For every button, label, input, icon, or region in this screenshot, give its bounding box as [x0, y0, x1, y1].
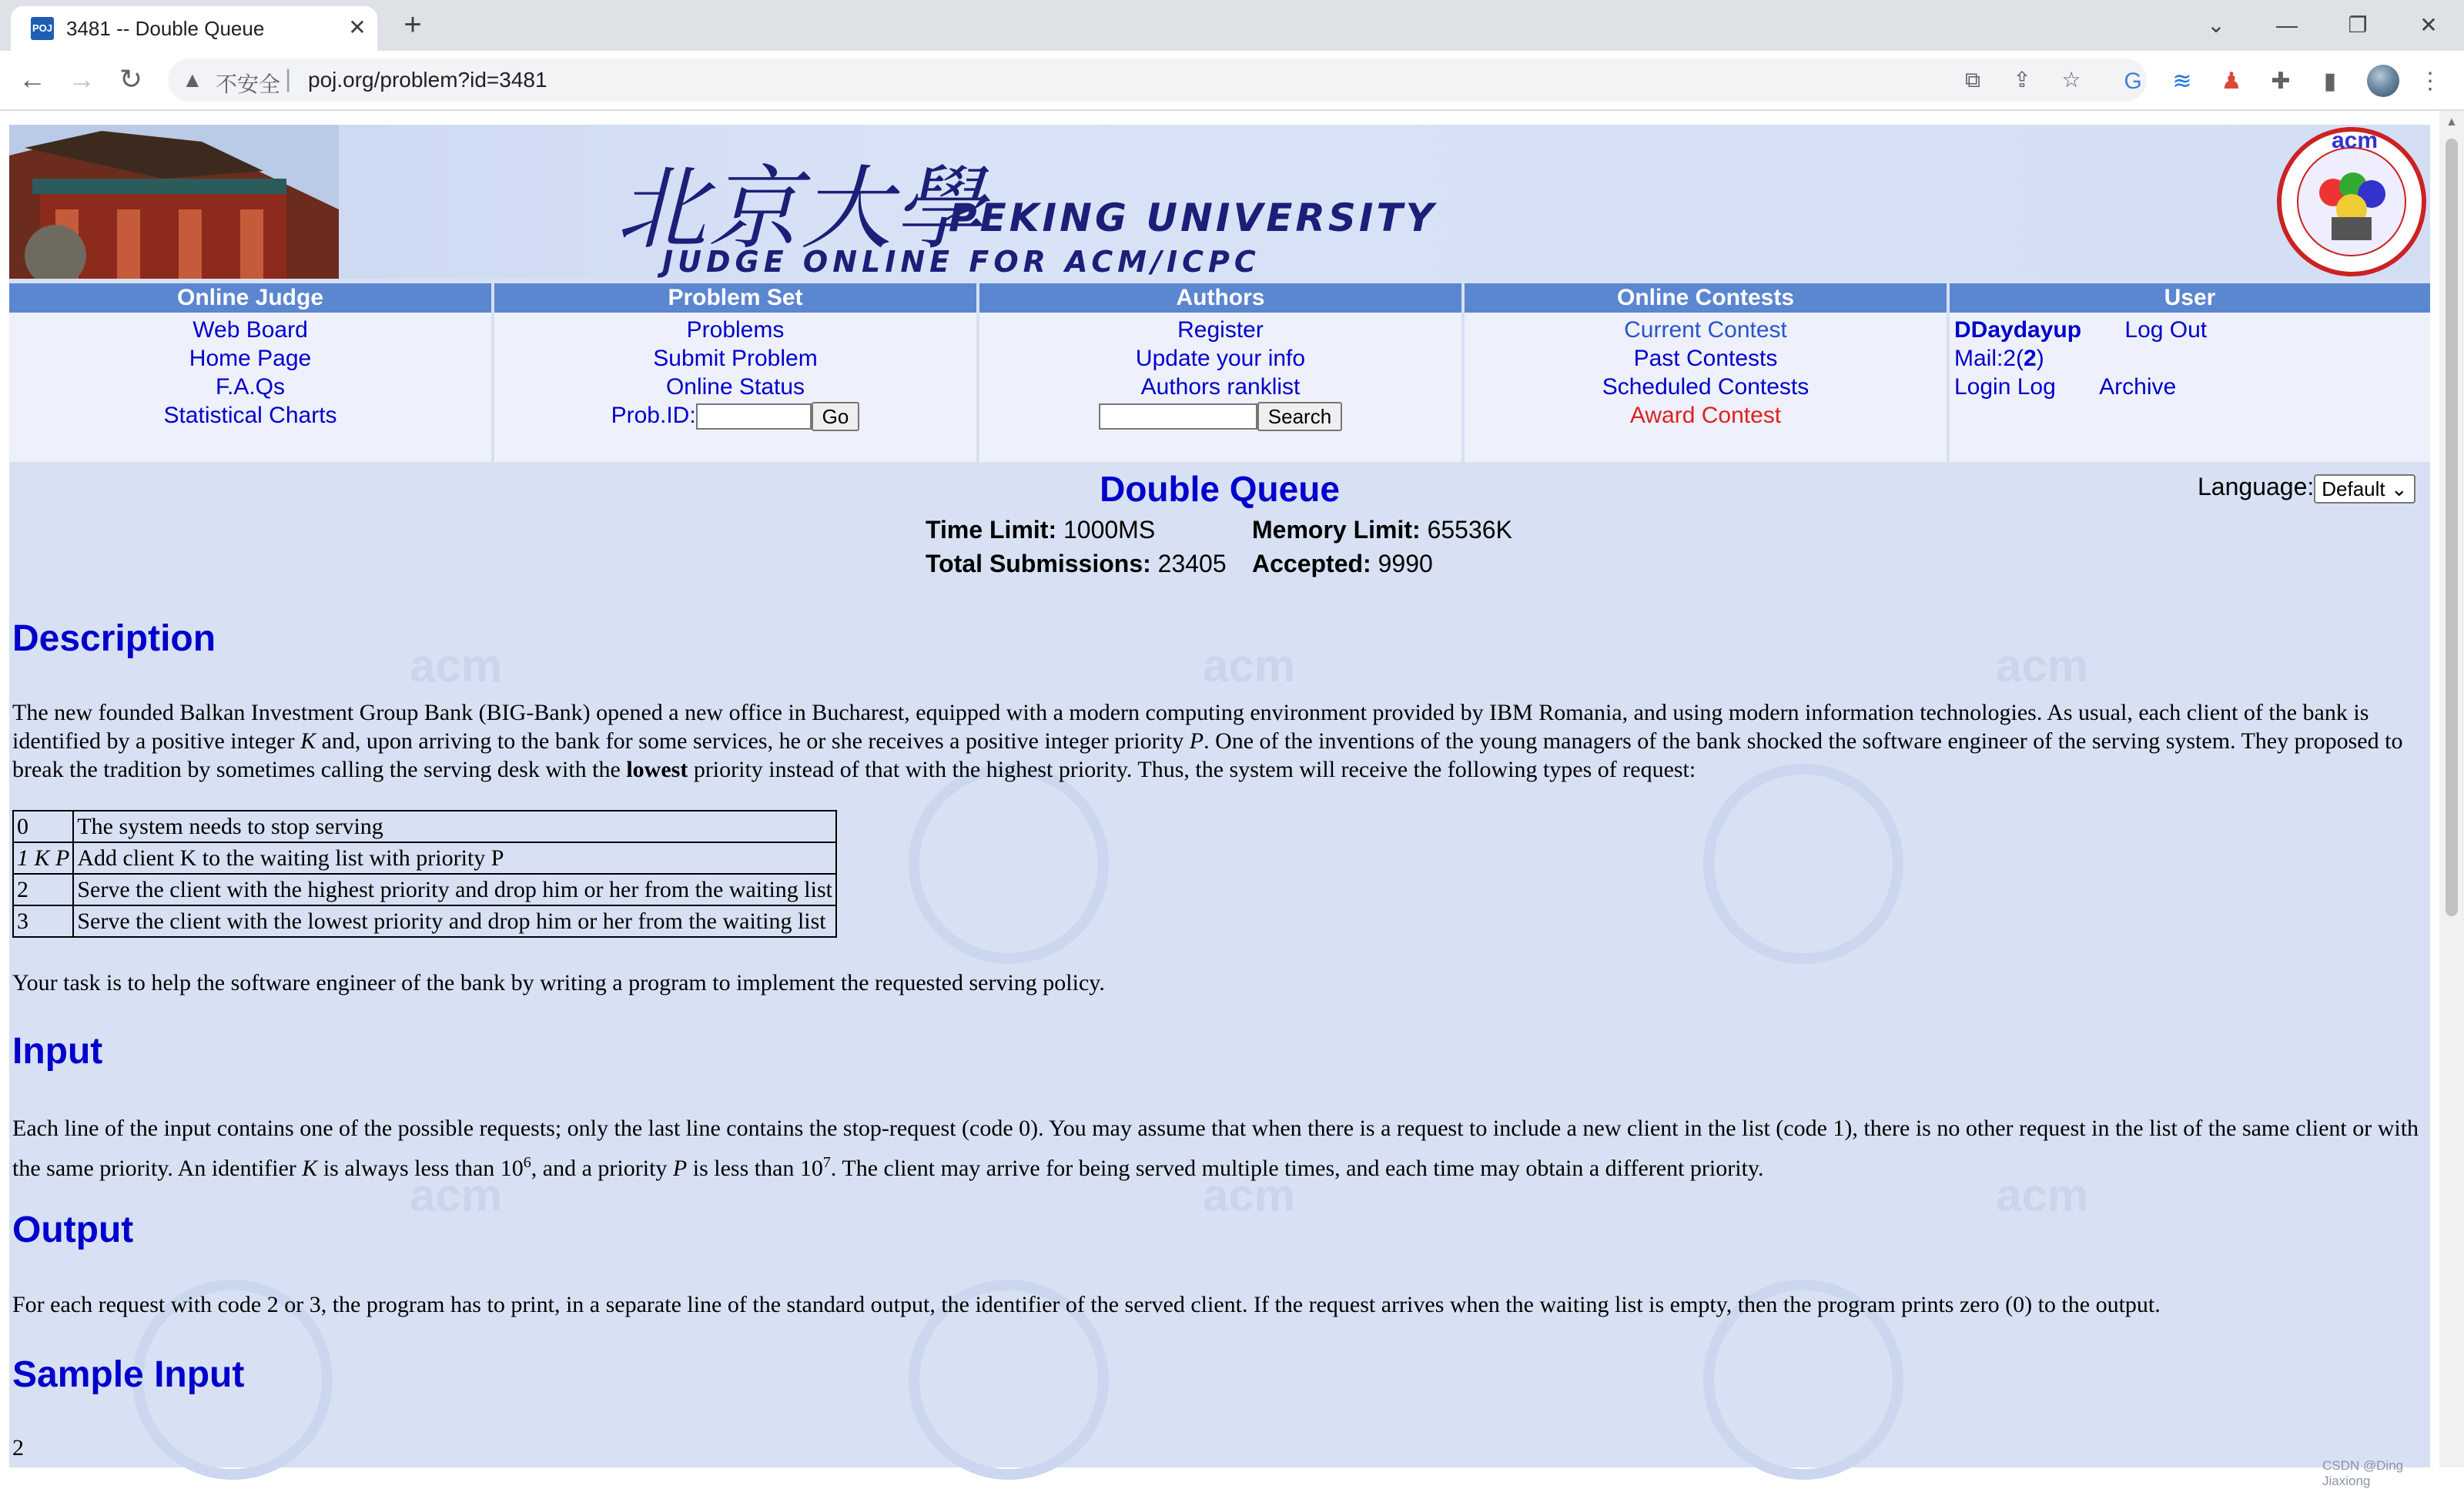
nav-authors — [979, 283, 1461, 462]
sample-input-first-line: 2 — [12, 1435, 24, 1461]
tab-title: 3481 -- Double Queue — [66, 17, 265, 40]
request-code: 1 K P — [13, 842, 73, 874]
puzzle-extensions-icon[interactable]: ✚ — [2271, 69, 2291, 94]
request-code: 2 — [13, 874, 73, 905]
bookmark-star-icon[interactable]: ☆ — [2061, 68, 2081, 92]
problem-title: Double Queue — [1100, 469, 1340, 509]
palace-image — [9, 125, 339, 279]
submit-problem-link[interactable]: Submit Problem — [653, 346, 818, 371]
share-icon[interactable]: ⇪ — [2013, 68, 2031, 92]
pku-chinese-logo: 北京大學 — [616, 156, 986, 262]
request-types-table — [12, 810, 837, 938]
csdn-credit: CSDN @Ding Jiaxiong — [2322, 1458, 2404, 1488]
tab-bar — [0, 0, 2464, 51]
watermark-acm: acm — [1203, 640, 1296, 691]
request-code: 0 — [13, 811, 73, 842]
translate-icon[interactable]: ⧉ — [1965, 68, 1980, 92]
nav-header: Online Contests — [1465, 283, 1947, 313]
minimize-button[interactable]: — — [2276, 13, 2298, 37]
scheduled-contests-link[interactable]: Scheduled Contests — [1602, 374, 1810, 400]
insecure-label[interactable]: 不安全 — [216, 72, 281, 96]
close-window-button[interactable]: ✕ — [2419, 13, 2438, 37]
new-tab-button[interactable]: + — [403, 8, 422, 42]
sample-input-heading: Sample Input — [12, 1354, 245, 1395]
nav-header: Online Judge — [9, 283, 491, 313]
mail-prefix: Mail:2( — [1954, 346, 2024, 371]
mail-count: 2 — [2024, 346, 2037, 371]
warning-icon[interactable]: ▲ — [182, 68, 203, 92]
watermark-seal — [909, 764, 1109, 964]
judge-online-text: JUDGE ONLINE FOR ACM/ICPC — [662, 245, 1260, 279]
request-code: 3 — [13, 905, 73, 937]
vertical-scrollbar[interactable] — [2439, 111, 2464, 1467]
reload-button[interactable]: ↻ — [119, 63, 143, 95]
table-row — [13, 874, 836, 905]
request-text: Add client K to the waiting list with priority P — [73, 842, 836, 874]
nav-problem-set — [494, 283, 976, 462]
side-panel-icon[interactable]: ▮ — [2323, 69, 2337, 94]
task-text: Your task is to help the software engineer of the bank by writing a program to implement the requested serving policy. — [12, 970, 1105, 995]
past-contests-link[interactable]: Past Contests — [1633, 346, 1778, 371]
time-limit: Time Limit: 1000MS — [926, 516, 1156, 544]
address-bar[interactable] — [168, 59, 2147, 102]
watermark-acm: acm — [410, 640, 503, 691]
input-heading: Input — [12, 1031, 103, 1072]
language-select[interactable] — [2314, 474, 2415, 504]
browser-toolbar — [0, 51, 2464, 111]
probid-input[interactable] — [696, 403, 812, 430]
table-row — [13, 842, 836, 874]
site-banner — [9, 125, 2430, 279]
watermark-acm: acm — [1996, 1169, 2089, 1221]
current-contest-link[interactable]: Current Contest — [1624, 317, 1787, 343]
language-value: Default — [2322, 477, 2385, 500]
faqs-link[interactable]: F.A.Qs — [215, 374, 285, 400]
register-link[interactable]: Register — [1177, 317, 1264, 343]
watermark-acm: acm — [410, 1169, 503, 1221]
request-text: Serve the client with the lowest priority and drop him or her from the waiting list — [73, 905, 836, 937]
output-heading: Output — [12, 1210, 134, 1250]
peking-university-text: PEKING UNIVERSITY — [949, 196, 1437, 240]
online-status-link[interactable]: Online Status — [665, 374, 805, 400]
network-extension-icon[interactable]: ♟ — [2221, 69, 2242, 94]
nav-header: User — [1950, 283, 2430, 313]
request-text: The system needs to stop serving — [73, 811, 836, 842]
total-submissions: Total Submissions: 23405 — [926, 550, 1227, 577]
update-info-link[interactable]: Update your info — [1135, 346, 1306, 371]
login-log-link[interactable]: Login Log — [1954, 374, 2056, 400]
scroll-up-icon[interactable]: ▲ — [2446, 115, 2458, 129]
url-text[interactable]: poj.org/problem?id=3481 — [308, 68, 547, 92]
page-viewport — [0, 111, 2464, 1488]
google-translate-extension-icon[interactable]: G — [2124, 69, 2142, 94]
watermark-acm: acm — [1203, 1169, 1296, 1221]
restore-button[interactable]: ❐ — [2348, 13, 2368, 37]
go-button[interactable]: Go — [812, 402, 860, 431]
scrollbar-thumb[interactable] — [2446, 139, 2458, 916]
archive-link[interactable]: Archive — [2099, 374, 2177, 400]
profile-avatar[interactable] — [2367, 65, 2399, 97]
language-selector — [2198, 473, 2415, 504]
chevron-down-icon: ⌄ — [2390, 477, 2408, 500]
logout-link[interactable]: Log Out — [2124, 317, 2208, 343]
forward-button[interactable]: → — [68, 63, 95, 95]
acm-logo-text: acm — [2332, 128, 2379, 153]
description-text: The new founded Balkan Investment Group Bank (BIG-Bank) opened a new office in Bucharest, equipped with a modern computing environment provided by IBM Romania, and using modern information technologies. As usual, each client of the bank is identified by a positive integer K and, upon arriving to the bank for some services, he or she receives a positive integer priority P. One of the inventions of the young managers of the bank shocked the software engineer of the serving system. They proposed to break the tradition by sometimes calling the serving desk with the lowest priority instead of that with the highest priority. Thus, the system will receive the following types of request: — [12, 700, 2403, 782]
mail-suffix: ) — [2036, 346, 2044, 371]
problems-link[interactable]: Problems — [686, 317, 785, 343]
watermark-seal — [1703, 764, 1903, 964]
nav-online-judge — [9, 283, 491, 462]
mail-link[interactable] — [1954, 344, 2430, 373]
description-heading: Description — [12, 618, 216, 659]
web-board-link[interactable]: Web Board — [192, 317, 308, 343]
nav-online-contests — [1465, 283, 1947, 462]
award-contest-link[interactable]: Award Contest — [1629, 403, 1782, 428]
layers-extension-icon[interactable]: ≋ — [2172, 69, 2192, 94]
probid-label: Prob.ID: — [611, 403, 696, 428]
memory-limit: Memory Limit: 65536K — [1252, 516, 1512, 544]
tab-search-icon[interactable]: ⌄ — [2207, 13, 2225, 37]
back-button[interactable]: ← — [18, 63, 46, 95]
browser-tab[interactable] — [11, 6, 377, 51]
input-text: Each line of the input contains one of the possible requests; only the last line contains the stop-request (code 0). You may assume that when there is a request to include a new client in the list (code 1), there is no other request in the list of the same client or with the same priority. An identifier K is always less than $10^6$, and a priority P is less than $10^7$. The client may arrive for being served multiple times, and each time may obtain a different priority. — [12, 1116, 2419, 1181]
home-page-link[interactable]: Home Page — [189, 346, 312, 371]
poj-page — [9, 125, 2430, 1488]
url-separator: | — [285, 65, 292, 92]
statistical-charts-link[interactable]: Statistical Charts — [163, 403, 337, 428]
table-row — [13, 811, 836, 842]
nav-header: Authors — [979, 283, 1461, 313]
language-label: Language: — [2198, 473, 2315, 500]
acm-icpc-logo — [2276, 126, 2427, 277]
table-row — [13, 905, 836, 937]
username-link[interactable]: DDaydayup — [1954, 317, 2082, 343]
tab-favicon-icon: POJ — [31, 17, 54, 40]
author-search-input[interactable] — [1099, 403, 1257, 430]
output-text: For each request with code 2 or 3, the program has to print, in a separate line of the standard output, the identifier of the served client. If the request arrives when the waiting list is empty, then the program prints zero (0) to the output. — [12, 1292, 2161, 1317]
nav-header: Problem Set — [494, 283, 976, 313]
tab-close-icon[interactable]: ✕ — [348, 15, 367, 39]
main-nav-table — [9, 283, 2430, 462]
menu-kebab-icon[interactable]: ⋮ — [2419, 69, 2442, 94]
watermark-acm: acm — [1996, 640, 2089, 691]
authors-ranklist-link[interactable]: Authors ranklist — [1140, 374, 1301, 400]
request-text: Serve the client with the highest priority and drop him or her from the waiting list — [73, 874, 836, 905]
search-button[interactable]: Search — [1257, 402, 1342, 431]
nav-user — [1950, 283, 2430, 462]
accepted-count: Accepted: 9990 — [1252, 550, 1433, 577]
